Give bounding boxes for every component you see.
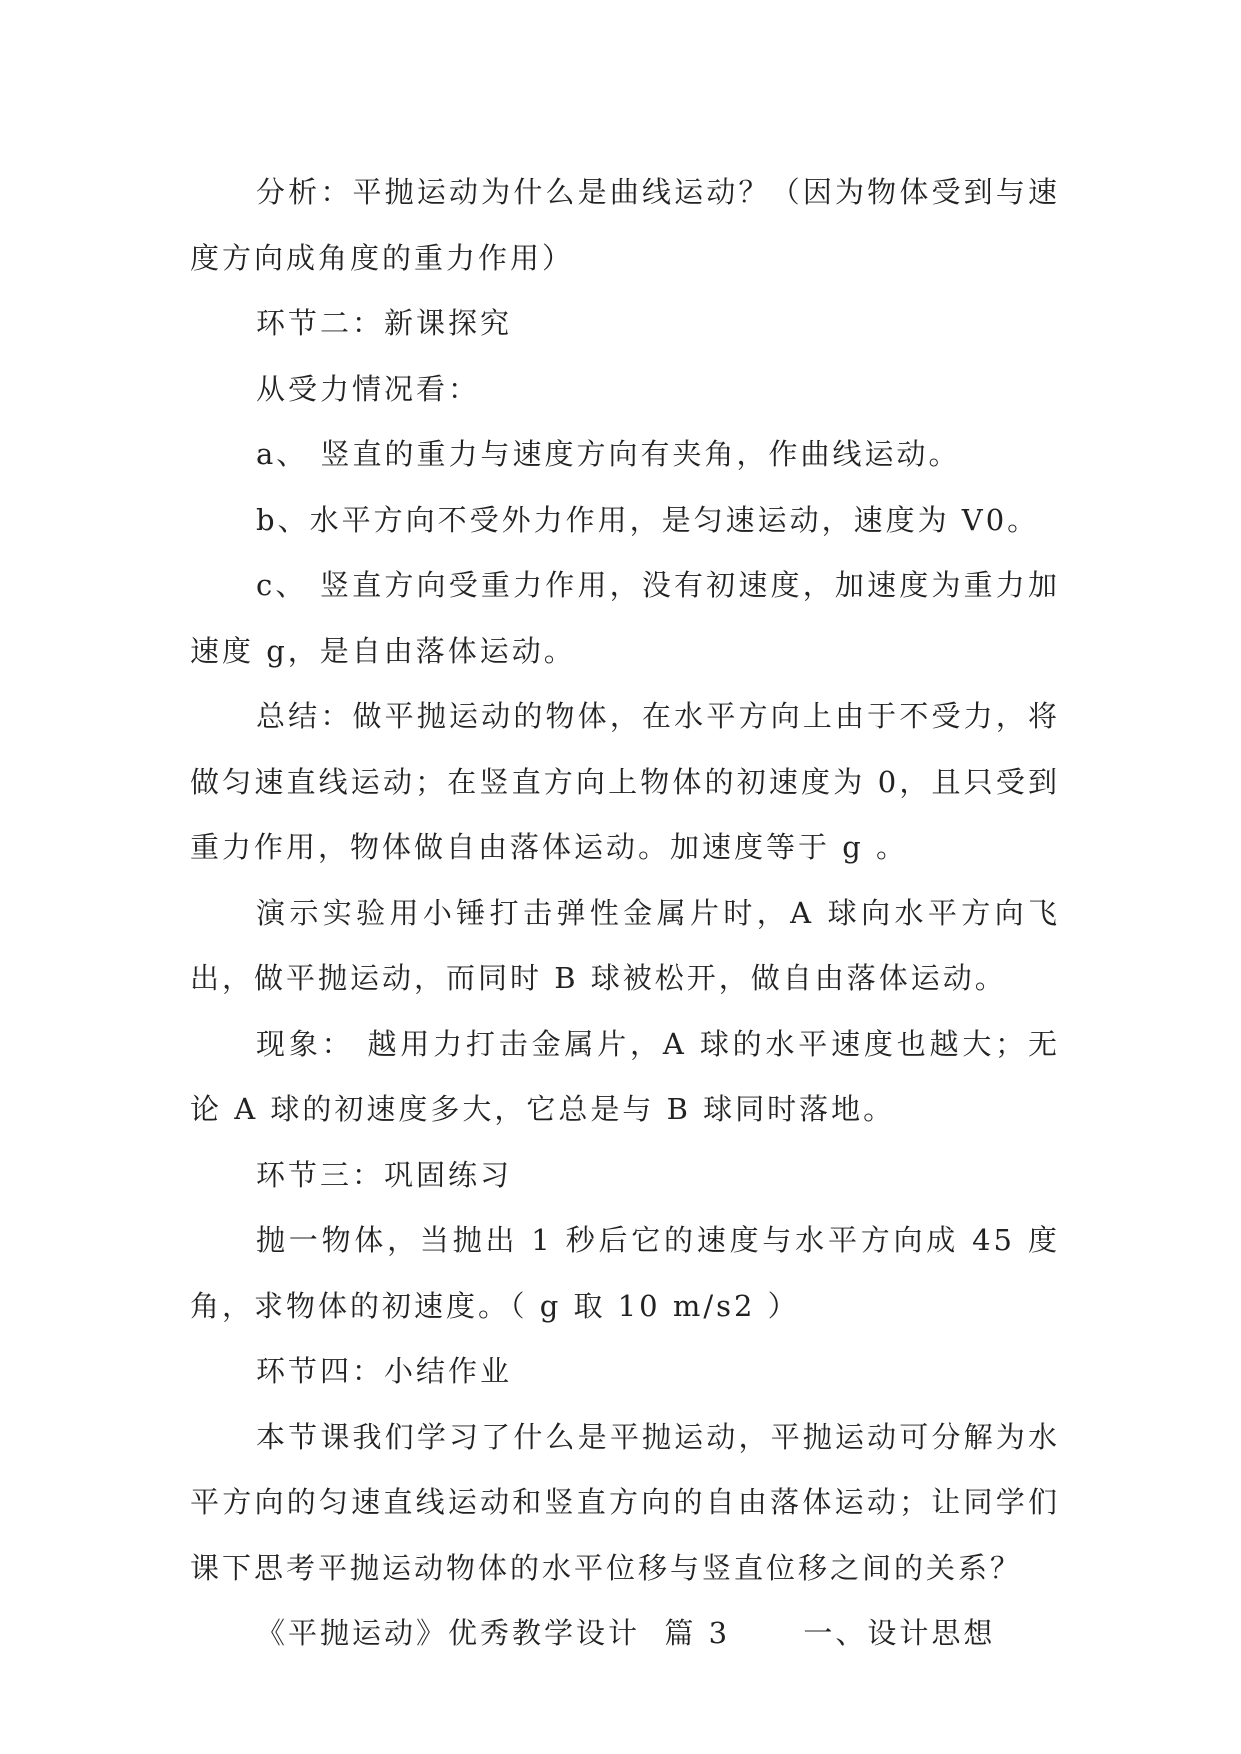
heading-section-three: 环节三：巩固练习 [256,1157,513,1192]
heading-section-two: 环节二：新课探究 [256,306,513,340]
paragraph-analysis: 分析：平抛运动为什么是曲线运动？（因为物体受到与速度方向成角度的重力作用） [190,175,1060,275]
paragraph-conclusion: 本节课我们学习了什么是平抛运动，平抛运动可分解为水平方向的匀速直线运动和竖直方向的自由落体运动；让同学们课下思考平抛运动物体的水平位移与竖直位移之间的关系？ [190,1419,1060,1585]
heading-part-three: 《平抛运动》优秀教学设计 篇 3 一、设计思想 [256,1616,996,1650]
paragraph-summary: 总结：做平抛运动的物体，在水平方向上由于不受力，将做匀速直线运动；在竖直方向上物体的初速度为 0，且只受到重力作用，物体做自由落体运动。加速度等于 g 。 [190,699,1060,864]
document-body [190,160,1060,1667]
heading-section-four: 环节四：小结作业 [256,1354,513,1388]
list-item-a: a、 竖直的重力与速度方向有夹角，作曲线运动。 [256,437,961,471]
paragraph-force-intro: 从受力情况看： [256,371,481,406]
list-item-b: b、水平方向不受外力作用，是匀速运动，速度为 V0。 [256,502,1040,537]
list-item-c: c、 竖直方向受重力作用，没有初速度，加速度为重力加速度 g，是自由落体运动。 [190,568,1060,668]
paragraph-phenomenon: 现象： 越用力打击金属片，A 球的水平速度也越大；无论 A 球的初速度多大，它总是与 B 球同时落地。 [190,1026,1060,1126]
paragraph-experiment: 演示实验用小锤打击弹性金属片时，A 球向水平方向飞出，做平抛运动，而同时 B 球被松开，做自由落体运动。 [190,895,1060,995]
paragraph-exercise: 抛一物体，当抛出 1 秒后它的速度与水平方向成 45 度角，求物体的初速度。（ g 取 10 m/s2 ） [190,1223,1060,1323]
